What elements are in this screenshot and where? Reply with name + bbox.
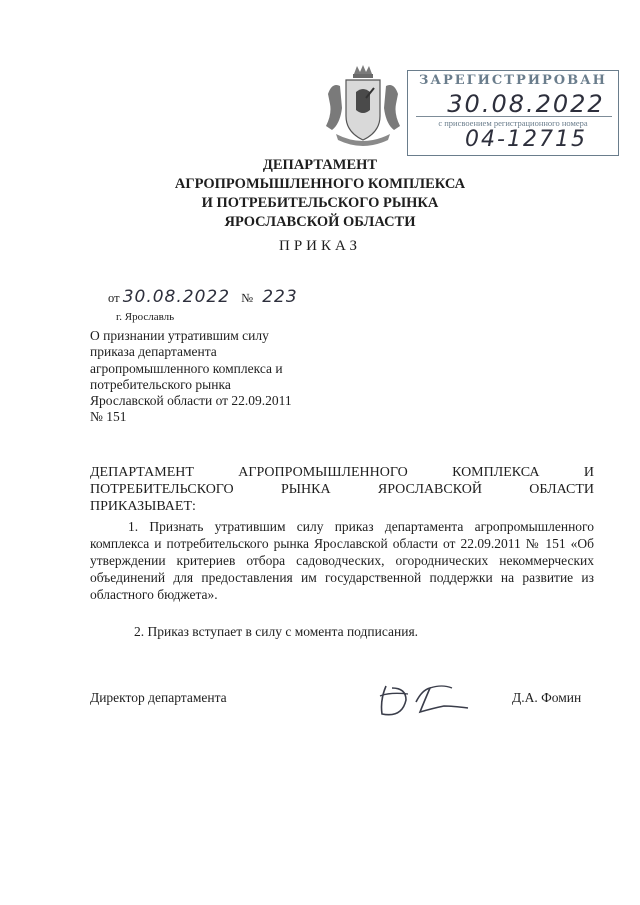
- stamp-date: 30.08.2022: [447, 90, 605, 118]
- handwritten-signature: [372, 678, 482, 722]
- clause-1-text: 1. Признать утратившим силу приказ департамента агропромышленного комплекса и потребительского рынка Ярославской области от 22.09.2011 № 151 «Об утверждении критериев отбора садоводческих, огороднических некоммерческих объединений для предоставления им государственной поддержки на развитие из областного бюджета».: [90, 519, 594, 602]
- subject-line: О признании утратившим силу: [90, 328, 269, 343]
- number-label: №: [241, 291, 254, 305]
- subject-line: № 151: [90, 409, 127, 425]
- preamble-line: ДЕПАРТАМЕНТ АГРОПРОМЫШЛЕННОГО КОМПЛЕКСА И: [90, 465, 594, 480]
- order-date-number: [108, 287, 298, 307]
- department-line: ЯРОСЛАВСКОЙ ОБЛАСТИ: [224, 214, 416, 230]
- from-label: от: [108, 291, 120, 305]
- department-line: И ПОТРЕБИТЕЛЬСКОГО РЫНКА: [201, 195, 439, 211]
- clause-1: [90, 518, 594, 603]
- signer-position: Директор департамента: [90, 690, 227, 705]
- order-date: 30.08.2022: [122, 287, 231, 307]
- registration-stamp: [407, 70, 619, 156]
- department-header: [0, 156, 640, 232]
- coat-of-arms-emblem: [318, 64, 408, 152]
- order-subject: [90, 328, 340, 426]
- department-line: ДЕПАРТАМЕНТ: [262, 157, 378, 173]
- document-type-title: ПРИКАЗ: [279, 238, 361, 254]
- clause-2: 2. Приказ вступает в силу с момента подписания.: [134, 624, 419, 639]
- department-line: АГРОПРОМЫШЛЕННОГО КОМПЛЕКСА: [174, 176, 466, 192]
- order-city: г. Ярославль: [116, 311, 175, 323]
- subject-line: приказа департамента: [90, 344, 217, 360]
- stamp-registration-number: 04-12715: [465, 127, 587, 152]
- order-preamble: [90, 464, 594, 515]
- stamp-caption: с присвоением регистрационного номера: [438, 118, 588, 128]
- subject-line: потребительского рынка: [90, 376, 231, 392]
- stamp-divider: [416, 116, 612, 117]
- subject-line: Ярославской области от 22.09.2011: [90, 393, 292, 409]
- signer-name: Д.А. Фомин: [512, 690, 582, 705]
- subject-line: агропромышленного комплекса и: [90, 360, 283, 376]
- stamp-title: ЗАРЕГИСТРИРОВАН: [419, 73, 607, 88]
- preamble-line: ПОТРЕБИТЕЛЬСКОГО РЫНКА ЯРОСЛАВСКОЙ ОБЛАСТИ: [90, 482, 594, 497]
- order-number: 223: [262, 287, 298, 307]
- preamble-line: ПРИКАЗЫВАЕТ:: [90, 499, 196, 514]
